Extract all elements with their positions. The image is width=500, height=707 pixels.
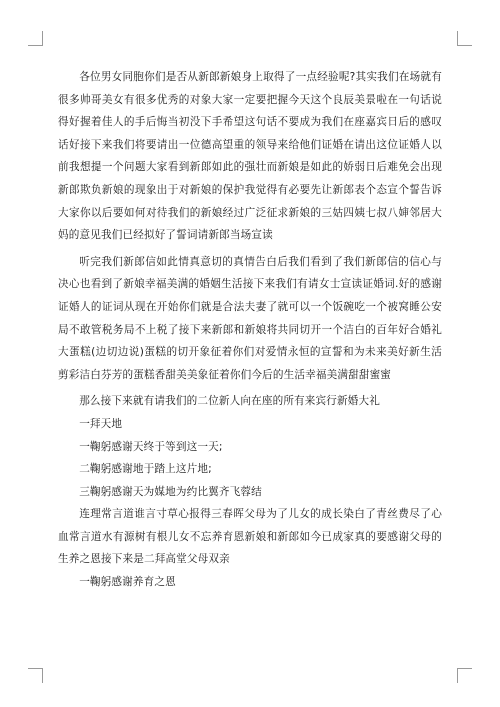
paragraph-parents-first-bow: 一鞠躬感谢养育之恩 bbox=[79, 576, 176, 589]
paragraph-third-bow: 三鞠躬感谢天为媒地为约比翼齐飞蓉结 bbox=[79, 485, 262, 498]
crop-mark-top-right bbox=[457, 31, 472, 46]
paragraph-ceremony-intro: 那么接下来就有请我们的二位新人向在座的所有来宾行新婚大礼 bbox=[79, 395, 381, 408]
paragraph-first-bow: 一鞠躬感谢天终于等到这一天; bbox=[79, 440, 223, 453]
crop-mark-bottom-left bbox=[28, 668, 43, 683]
crop-mark-bottom-right bbox=[457, 668, 472, 683]
paragraph-bow-heaven-earth: 一拜天地 bbox=[79, 417, 123, 430]
document-body bbox=[58, 66, 442, 594]
paragraph-opening: 各位男女同胞你们是否从新郎新娘身上取得了一点经验呢?其实我们在场就有很多帅哥美女有很多优秀的对象大家一定要把握今天这个良辰美景啦在一句话说得好握着佳人的手后悔当初没下手希望这句话不要成为我们在座嘉宾日后的感叹话好接下来我们将要请出一位德高望重的领导来给他们证婚在请出这位证婚人以前我想提一个问题大家看到新郎如此的强壮而新娘是如此的娇弱日后难免会出现新郎欺负新娘的现象出于对新娘的保护我觉得有必要先让新郎表个态宣个誓告诉大家你以后要如何对待我们的新娘经过广泛征求新娘的三姑四姨七叔八婶邻居大妈的意见我们已经拟好了誓词请新郎当场宣读 bbox=[58, 71, 442, 242]
paragraph-second-bow: 二鞠躬感谢地于踏上这片地; bbox=[79, 463, 212, 476]
paragraph-parents: 连理常言道谁言寸草心报得三春晖父母为了儿女的成长染白了青丝费尽了心血常言道水有源树有根儿女不忘养育恩新娘和新郎如今已成家真的要感谢父母的生养之恩接下来是二拜高堂父母双亲 bbox=[58, 508, 442, 566]
crop-mark-top-left bbox=[28, 31, 43, 46]
paragraph-vows: 听完我们新郎信如此情真意切的真情告白后我们看到了我们新郎信的信心与决心也看到了新娘幸福美满的婚姻生活接下来我们有请女士宣读证婚词.好的感谢证婚人的证词从现在开始你们就是合法夫妻了就可以一个饭碗吃一个被窝睡公安局不敢管税务局不上税了接下来新郎和新娘将共同切开一个洁白的百年好合婚礼大蛋糕(边切边说)蛋糕的切开象征着你们对爱情永恒的宣誓和为未来美好新生活剪彩洁白芬芳的蛋糕香甜美美象征着你们今后的生活幸福美满甜甜蜜蜜 bbox=[58, 255, 442, 381]
